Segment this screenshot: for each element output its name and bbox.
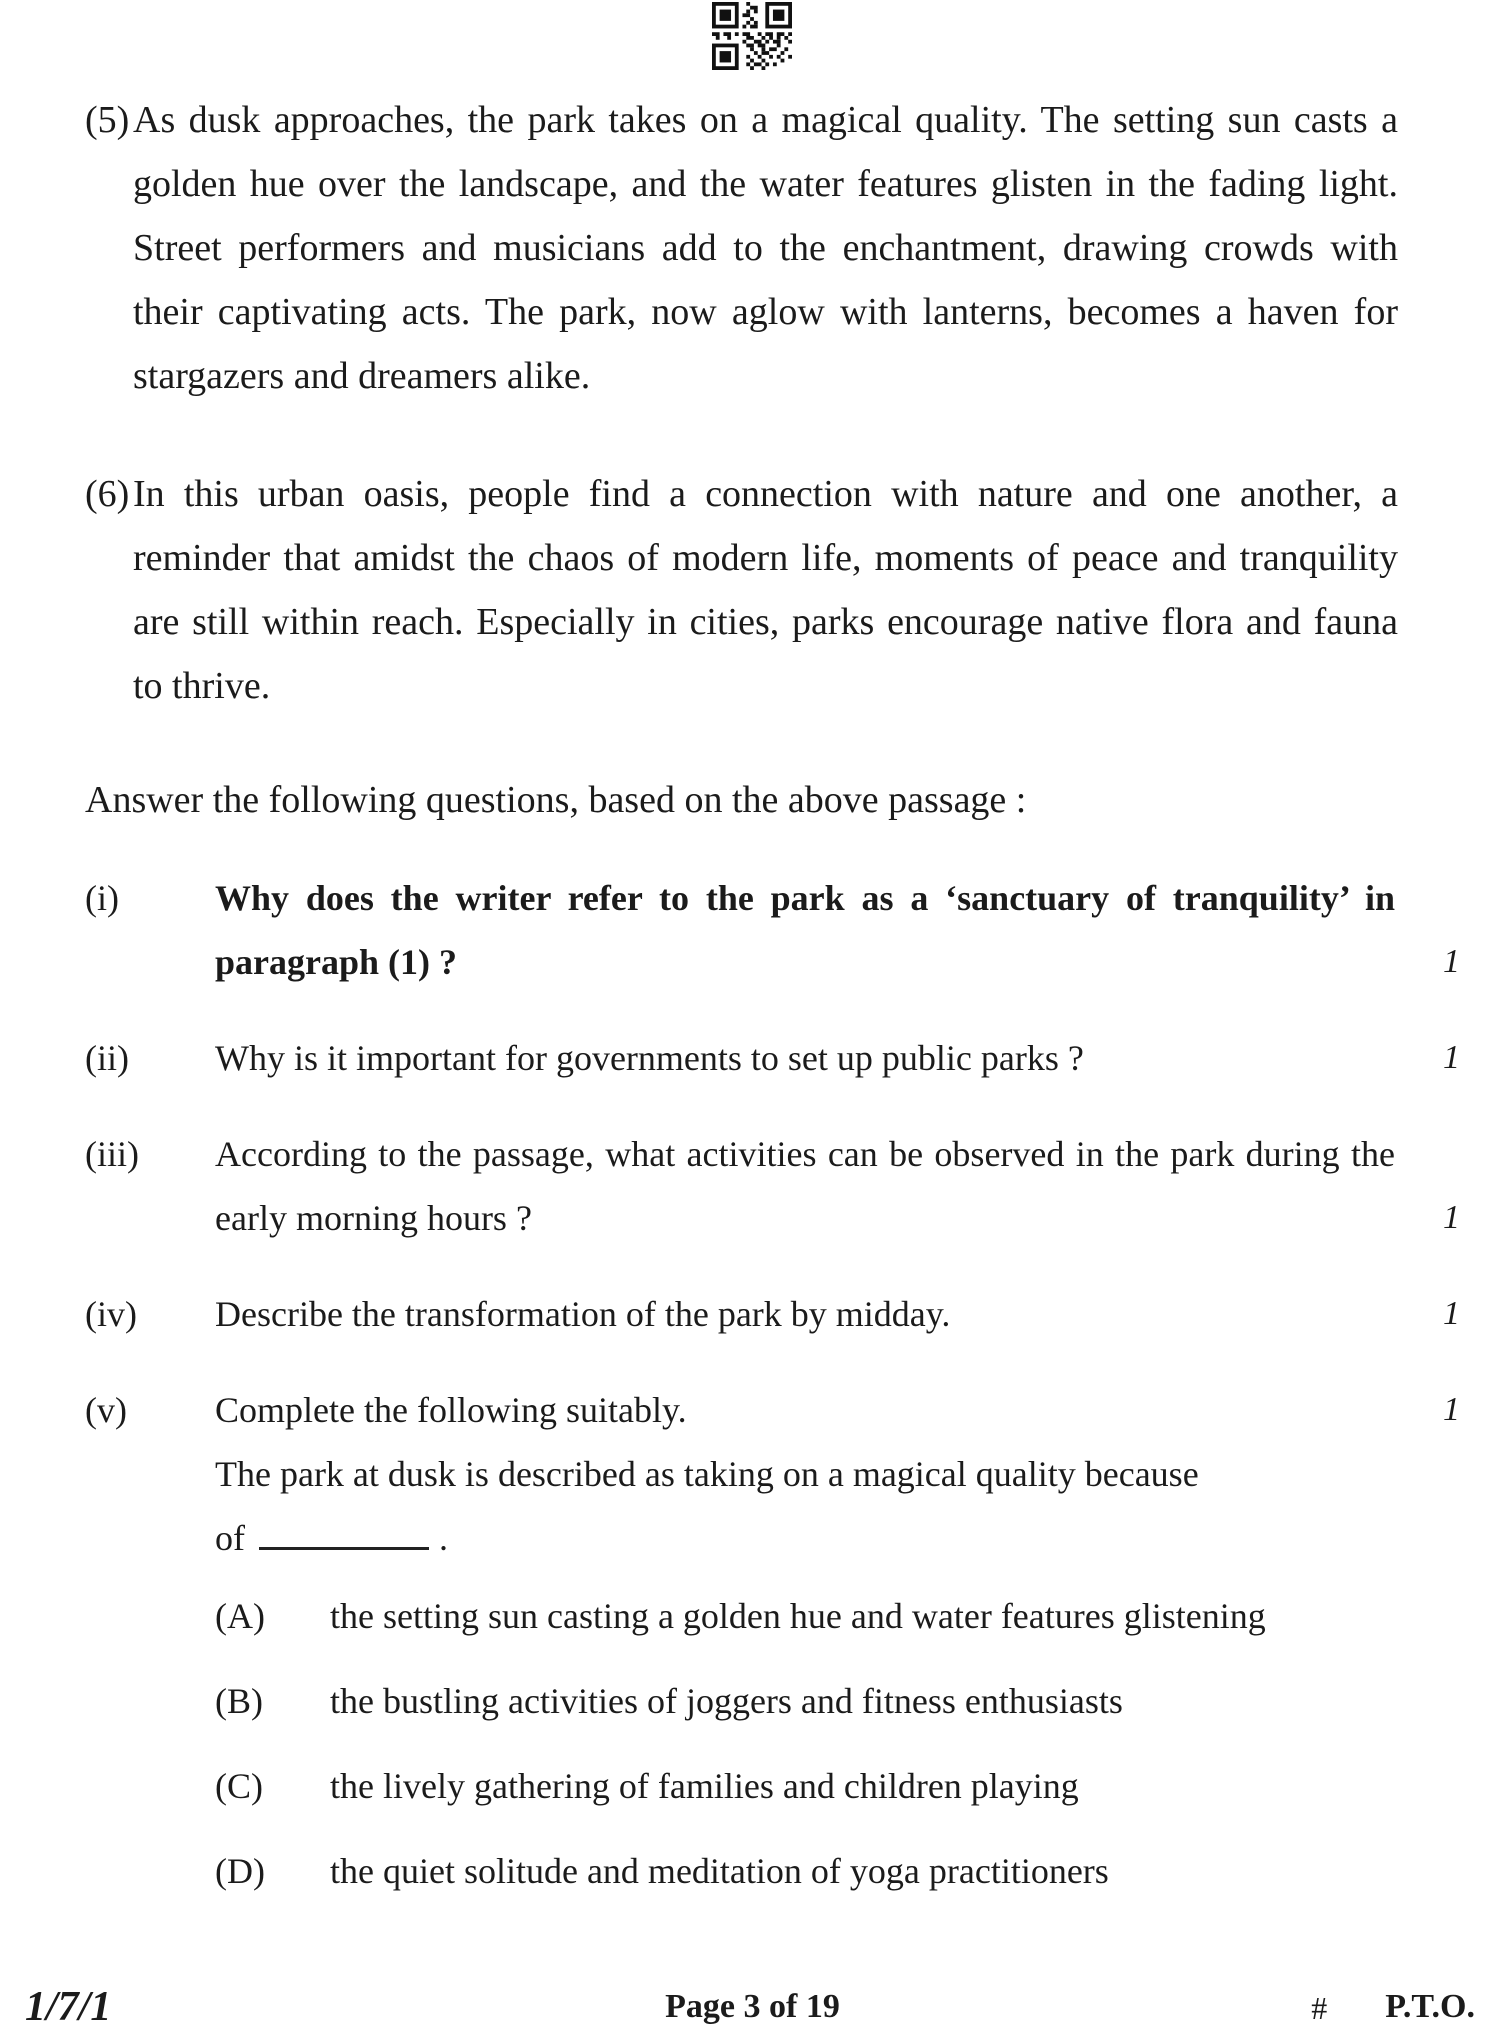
- stem-prefix: of: [215, 1518, 245, 1558]
- option-a: [215, 1584, 1460, 1648]
- page-indicator: Page 3 of 19: [665, 1988, 840, 2025]
- marks-label: 1: [1443, 1295, 1460, 1332]
- hash-symbol: #: [1311, 1990, 1328, 2026]
- stem-suffix: .: [439, 1518, 448, 1558]
- question-iii: [85, 1122, 1460, 1250]
- completion-stem-line1: The park at dusk is described as taking on a magical quality because: [215, 1454, 1199, 1494]
- marks-label: 1: [1443, 1199, 1460, 1236]
- completion-stem-line2: [215, 1506, 1395, 1570]
- paper-code: 1/7/1: [25, 1984, 112, 2030]
- paragraph-number: (6): [85, 473, 130, 515]
- pto-label: P.T.O.: [1385, 1988, 1475, 2025]
- marks-label: 1: [1443, 1391, 1460, 1428]
- option-text: the bustling activities of joggers and fitness enthusiasts: [330, 1681, 1123, 1721]
- question-text: According to the passage, what activities can be observed in the park during the early morning hours ?: [215, 1134, 1395, 1238]
- option-text: the setting sun casting a golden hue and water features glistening: [330, 1596, 1266, 1636]
- option-letter: (C): [215, 1766, 263, 1806]
- option-letter: (A): [215, 1596, 265, 1636]
- instruction-text: Answer the following questions, based on the above passage :: [85, 779, 1027, 821]
- marks-label: 1: [1443, 943, 1460, 980]
- question-text: Complete the following suitably.: [215, 1390, 687, 1430]
- blank-line: [259, 1517, 429, 1550]
- question-number: (i): [85, 878, 119, 918]
- question-v: [85, 1378, 1460, 1924]
- option-c: [215, 1754, 1460, 1818]
- marks-label: 1: [1443, 1039, 1460, 1076]
- question-number: (iv): [85, 1294, 137, 1334]
- option-letter: (D): [215, 1851, 265, 1891]
- question-text: Describe the transformation of the park by midday.: [215, 1294, 951, 1334]
- paragraph-text: In this urban oasis, people find a connection with nature and one another, a reminder that amidst the chaos of modern life, moments of peace and tranquility are still within reach. Especially in cities, parks encourage native flora and fauna to thrive.: [133, 473, 1398, 707]
- option-text: the quiet solitude and meditation of yoga practitioners: [330, 1851, 1109, 1891]
- page-footer: [0, 1972, 1505, 2034]
- question-ii: [85, 1026, 1460, 1090]
- paragraph-number: (5): [85, 99, 130, 141]
- option-letter: (B): [215, 1681, 263, 1721]
- question-v-heading: [215, 1378, 1460, 1442]
- footer-right: [1311, 1990, 1475, 2024]
- question-number: (ii): [85, 1038, 129, 1078]
- option-d: [215, 1839, 1460, 1903]
- question-iv: [85, 1282, 1460, 1346]
- options-list: [215, 1584, 1460, 1903]
- paragraph-text: As dusk approaches, the park takes on a magical quality. The setting sun casts a golden hue over the landscape, and the water features glisten in the fading light. Street performers and musicians add to the enchantment, drawing crowds with their captivating acts. The park, now aglow with lanterns, becomes a haven for stargazers and dreamers alike.: [133, 99, 1398, 397]
- passage-paragraph-6: [85, 462, 1460, 718]
- passage-paragraph-5: [85, 88, 1460, 408]
- option-b: [215, 1669, 1460, 1733]
- question-text: Why is it important for governments to set up public parks ?: [215, 1038, 1084, 1078]
- question-v-body: [215, 1378, 1460, 1924]
- question-number: (v): [85, 1390, 127, 1430]
- question-number: (iii): [85, 1134, 139, 1174]
- question-i: [85, 866, 1460, 994]
- option-text: the lively gathering of families and children playing: [330, 1766, 1079, 1806]
- question-text: Why does the writer refer to the park as a ‘sanctuary of tranquility’ in paragraph (1) ?: [215, 878, 1395, 982]
